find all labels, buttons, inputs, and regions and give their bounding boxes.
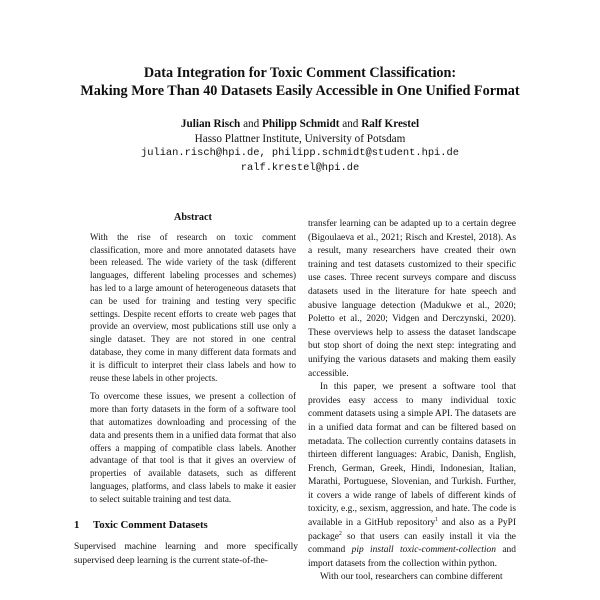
paragraph-2-text-a: In this paper, we present a software tool that provides easy access to many individual toxic comment datasets using a simple API. The datasets are in a unified data format and can be filtered based on metadata. The collection currently contains datasets in thirteen different languages: Arabic, Danish, English, French, German, Greek, Hindi, Indonesian, Italian, Marathi, Portuguese, Slovenian, and Turkish. Further, it covers a wide range of labels of different kinds of toxicity, e.g., sexism, aggression, and hate. The code is available in a GitHub repository bbox=[308, 382, 516, 529]
author-2: Philipp Schmidt bbox=[262, 118, 340, 130]
right-column bbox=[308, 218, 516, 585]
author-1: Julian Risch bbox=[180, 118, 241, 130]
footnote-mark-1: 1 bbox=[435, 516, 439, 523]
section-title: Toxic Comment Datasets bbox=[93, 518, 208, 531]
abstract bbox=[90, 212, 296, 506]
abstract-paragraph-1: With the rise of research on toxic comment classification, more and more annotated datasets have been released. The wide variety of the task (different languages, different labeling processes and schemes) has led to a large amount of heterogeneous datasets that can be used for training and testing very specific settings. Despite recent efforts to create web pages that provide an overview, most publications still use only a single dataset. They are not stored in one central database, they come in many different data formats and it is difficult to interpret their class labels and how to reuse these labels in other projects. bbox=[90, 231, 296, 383]
section-heading bbox=[74, 519, 296, 532]
install-command: pip install toxic-comment-collection bbox=[351, 545, 496, 556]
email-line-1: julian.risch@hpi.de, philipp.schmidt@student.hpi.de bbox=[140, 147, 459, 159]
and-connector: and bbox=[243, 118, 260, 130]
right-paragraph-2 bbox=[308, 381, 516, 571]
affiliation: Hasso Plattner Institute, University of Potsdam bbox=[194, 132, 406, 145]
section-body bbox=[74, 541, 298, 568]
section-paragraph-1: Supervised machine learning and more specifically supervised deep learning is the current state-of-the- bbox=[74, 542, 298, 566]
paragraph-2-text-c: so that users can easily install it via the command bbox=[308, 531, 516, 556]
right-paragraph-1: transfer learning can be adapted up to a certain degree (Bigoulaeva et al., 2021; Risch and Krestel, 2018). As a result, many researchers have created their own training and test datasets customized to their specific use cases. Three recent surveys compare and discuss datasets used in the literature for hate speech and abusive language detection (Madukwe et al., 2020; Poletto et al., 2020; Vidgen and Derczynski, 2020). These overviews help to assess the dataset landscape but stop short of doing the next step: integrating and unifying the various datasets and making them easily accessible. bbox=[308, 219, 516, 379]
left-column bbox=[74, 212, 298, 569]
abstract-heading: Abstract bbox=[174, 212, 212, 223]
paragraph-2-text-b: and also as a PyPI package bbox=[308, 518, 516, 542]
author-block bbox=[0, 117, 600, 175]
email-line-2: ralf.krestel@hpi.de bbox=[240, 161, 360, 174]
section-number: 1 bbox=[74, 518, 80, 531]
paper-title bbox=[0, 64, 600, 100]
title-line-2: Making More Than 40 Datasets Easily Accessible in One Unified Format bbox=[80, 83, 520, 99]
title-line-1: Data Integration for Toxic Comment Classification: bbox=[143, 65, 457, 81]
right-paragraph-3: With our tool, researchers can combine different bbox=[320, 572, 503, 583]
footnote-mark-2: 2 bbox=[338, 530, 342, 537]
and-connector: and bbox=[342, 118, 359, 130]
paragraph-2-text-d: and import datasets from the collection within python. bbox=[308, 545, 516, 569]
abstract-paragraph-2: To overcome these issues, we present a collection of more than forty datasets in the form of a software tool that automatizes downloading and processing of the data and presents them in a unified data format that also offers a mapping of compatible class labels. Another advantage of that tool is that it gives an overview of properties of available datasets, such as different languages, platforms, and class labels to make it easier to select suitable training and test data. bbox=[90, 391, 296, 504]
author-names bbox=[0, 117, 600, 132]
author-3: Ralf Krestel bbox=[361, 118, 420, 130]
